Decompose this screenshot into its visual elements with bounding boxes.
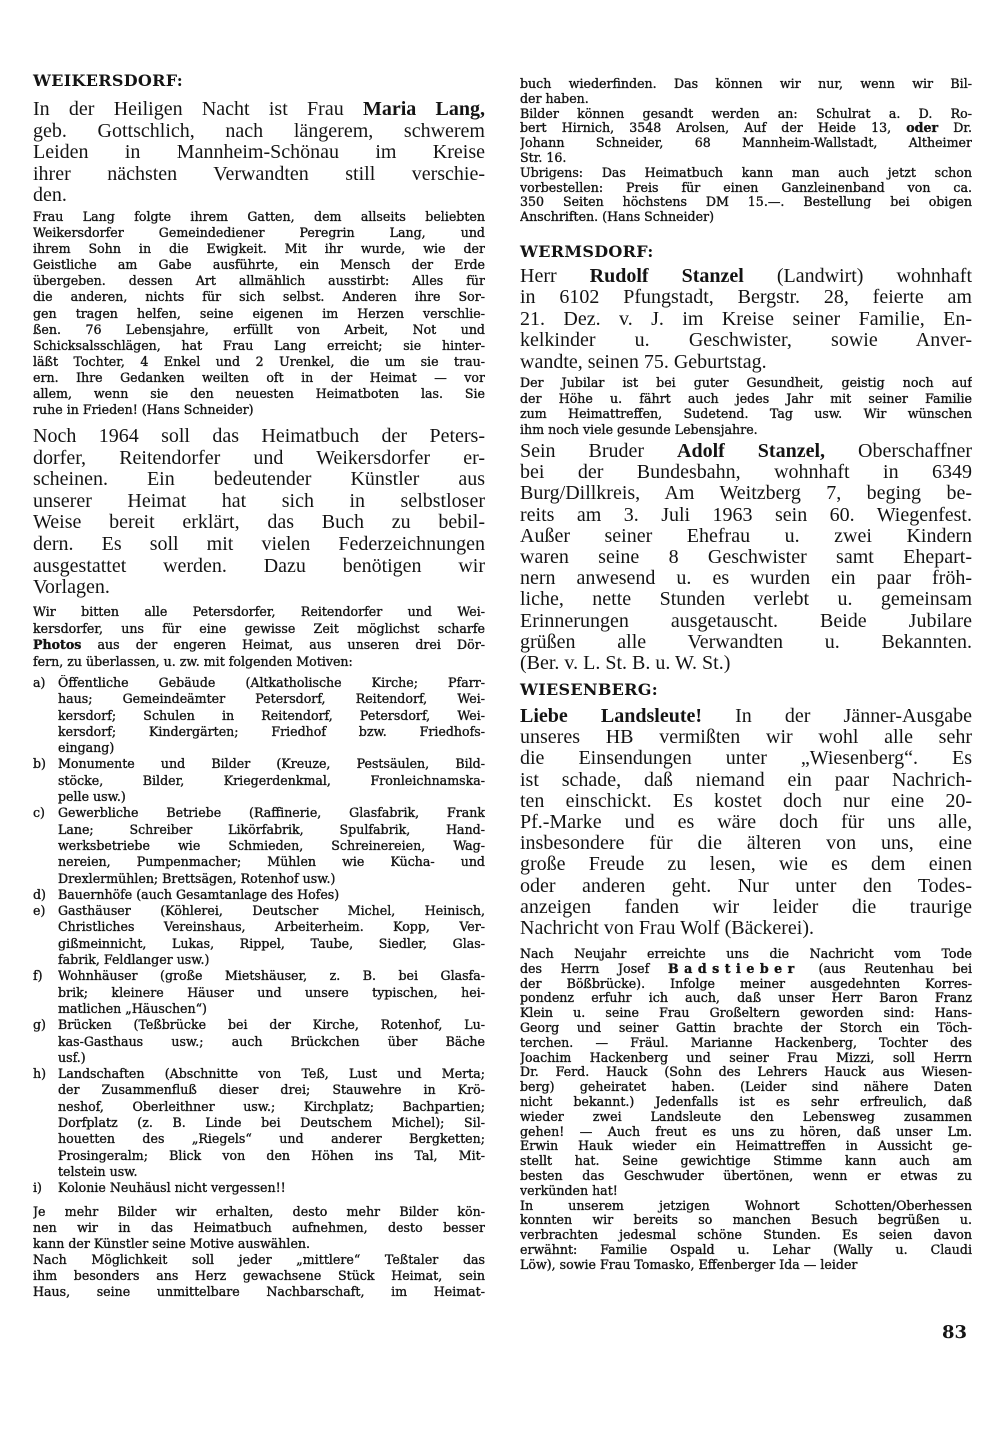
text-line: terchen. — Fräul. Marianne Hackenberg, Tochter des xyxy=(520,1035,972,1050)
text-span: bert Hirnich, 3548 Arolsen, Auf der Heide 13, xyxy=(520,121,907,136)
list-item-text xyxy=(58,805,485,886)
text-line: Str. 16. xyxy=(520,150,567,165)
text-line: reits am 3. Juli 1963 sein 60. Wiegenfest. xyxy=(520,504,972,526)
obituary-text xyxy=(33,209,485,418)
text-line: Johann Schneider, 68 Mannheim-Wallstadt, Altheimer xyxy=(520,136,972,151)
text-line: nern anwesend u. es wurden ein paar fröh- xyxy=(520,568,972,590)
text-line: ausgestattet werden. Dazu benötigen wir xyxy=(33,555,485,577)
text-line: stöcke, Bilder, Kriegerdenkmal, Fronleichnamska- xyxy=(58,772,485,788)
text-line: übergeben. dessen Art allmählich ausstirbt: Alles für xyxy=(33,273,485,289)
text-span: In der Jänner-Ausgabe xyxy=(702,706,972,727)
section-heading-wermsdorf: WERMSDORF: xyxy=(520,242,654,261)
text-line: Bauernhöfe (auch Gesamtanlage des Hofes) xyxy=(58,886,340,902)
list-item xyxy=(33,1066,485,1180)
text-line: Nach Möglichkeit soll jeder „mittlere“ Teßtaler das xyxy=(33,1252,485,1267)
text-span: des Herrn Josef xyxy=(520,961,669,976)
text-line: Wir bitten alle Petersdorfer, Reitendorfer und Wei- xyxy=(33,604,485,619)
text-line: telstein usw. xyxy=(58,1163,138,1179)
text-line xyxy=(520,706,972,727)
text-line: bei der Bundesbahn, wohnhaft in 6349 xyxy=(520,462,972,484)
birthday-text xyxy=(520,375,972,437)
list-item xyxy=(33,675,485,756)
text-line: ßen. 76 Lebensjahre, erfüllt von Arbeit, Not und xyxy=(33,321,485,337)
text-line: werksbetriebe wie Schmieden, Schreinereien, Wag- xyxy=(58,837,485,853)
list-item-label: a) xyxy=(33,675,46,690)
text-line: ihm besonders ans Herz gewachsene Stück Heimat, sein xyxy=(33,1267,485,1283)
list-item-label: h) xyxy=(33,1066,47,1082)
text-span: (aus Reutenhau bei xyxy=(799,961,972,976)
list-item-label: b) xyxy=(33,756,46,772)
text-line: Anschriften. (Hans Schneider) xyxy=(520,210,714,225)
text-line: fern, zu überlassen, u. zw. mit folgenden Motiven: xyxy=(33,653,353,669)
text-line: Nachricht von Frau Wolf (Bäckerei). xyxy=(520,918,815,940)
text-line: läßt Tochter, 4 Enkel und 2 Urenkel, die um sie trau- xyxy=(33,353,485,369)
text-line: gehen! — Auch freut es uns zu hören, daß unser Lm. xyxy=(520,1124,972,1139)
text-line: die anderen, nichts für sich selbst. Anderen ihre Sor- xyxy=(33,289,485,305)
list-item xyxy=(33,756,485,805)
text-line xyxy=(520,266,972,287)
list-item-label: c) xyxy=(33,805,45,821)
text-line: Wohnhäuser (große Mietshäuser, z. B. bei Glasfa- xyxy=(58,968,485,984)
emphasized-text: Rudolf Stanzel xyxy=(589,266,744,287)
obituary-lead xyxy=(33,99,485,207)
text-line: Nach Neujahr erreichte uns die Nachricht vom Tode xyxy=(520,947,972,961)
list-item-label: i) xyxy=(33,1180,42,1196)
text-line: Lane; Schreiber Likörfabrik, Spulfabrik, Hand- xyxy=(58,821,485,837)
text-line: 350 Seiten höchstens DM 15.—. Bestellung bei obigen xyxy=(520,195,972,210)
text-line: ten einschickt. Es kostet doch nur eine 20- xyxy=(520,790,972,812)
text-line: wieder zwei Landsleute den Lebensweg zusammen xyxy=(520,1109,972,1124)
list-item-text xyxy=(58,968,485,1017)
emphasized-text: Adolf Stanzel, xyxy=(677,441,826,462)
motif-list xyxy=(33,675,485,1197)
text-line: den. xyxy=(33,185,67,207)
text-line: nereien, Pumpenmacher; Mühlen wie Kücha- und xyxy=(58,854,485,870)
more-pictures-text xyxy=(33,1204,485,1251)
text-line: Klein u. seine Frau Großeltern geworden sind: Hans- xyxy=(520,1006,972,1021)
text-line: grüßen alle Verwandten u. Bekannten. xyxy=(520,631,972,653)
text-line: nicht bekannt.) Jedenfalls ist es sehr erfreulich, daß xyxy=(520,1094,972,1109)
text-line: ihrer nächsten Verwandten still verschie- xyxy=(33,163,485,185)
section-heading-wiesenberg: WIESENBERG: xyxy=(520,680,658,699)
text-line: unserer Heimat hat sich in selbstloser xyxy=(33,490,485,512)
text-line: anzeigen fanden wir leider die traurige xyxy=(520,896,972,918)
text-line: Frau Lang folgte ihrem Gatten, dem allseits beliebten xyxy=(33,209,485,224)
text-line: Noch 1964 soll das Heimatbuch der Peters- xyxy=(33,426,485,447)
text-line: fabrik, Feldlanger usw.) xyxy=(58,952,210,968)
text-line: Bilder können gesandt werden an: Schulrat a. D. Ro- xyxy=(520,106,972,121)
text-line: vorbestellen: Preis für einen Ganzleinenband von ca. xyxy=(520,180,972,195)
heimat-text xyxy=(33,1252,485,1299)
photo-request xyxy=(33,604,485,670)
text-line: die Einsendungen unter „Wiesenberg“. Es xyxy=(520,748,972,770)
text-line: allem, wenn sie den neuesten Heimatboten las. Sie xyxy=(33,386,485,402)
list-item-text xyxy=(58,675,485,756)
text-line: buch wiederfinden. Das können wir nur, wenn wir Bil- xyxy=(520,77,972,91)
text-line: Vorlagen. xyxy=(33,577,110,599)
text-span: (Landwirt) wohnhaft xyxy=(743,266,972,287)
emphasized-text: Maria Lang, xyxy=(362,99,485,120)
list-item-label: e) xyxy=(33,903,46,919)
text-span: Dr. xyxy=(938,121,972,136)
text-line xyxy=(33,99,485,121)
text-line: geb. Gottschlich, nach längerem, schwerem xyxy=(33,120,485,142)
text-line: dern. Es soll mit vielen Federzeichnungen xyxy=(33,533,485,555)
text-line xyxy=(33,637,485,654)
list-item xyxy=(33,887,485,903)
text-line: insbesondere für die älteren von uns, eine xyxy=(520,833,972,855)
text-line: Öffentliche Gebäude (Altkatholische Kirche; Pfarr- xyxy=(58,675,485,690)
text-line: kersdorfer, uns für eine gewisse Zeit möglichst scharfe xyxy=(33,620,485,636)
text-line: berg) geheiratet haben. (Leider sind nähere Daten xyxy=(520,1080,972,1095)
page-number: 83 xyxy=(942,1322,968,1343)
text-line: Joachim Hackenberg und seiner Frau Mizzi, soll Herrn xyxy=(520,1050,972,1065)
list-item-label: g) xyxy=(33,1017,46,1033)
wiesenberg-lead xyxy=(520,706,972,939)
text-line: erwähnt: Familie Ospald u. Lehar (Wally u. Claudi xyxy=(520,1242,972,1257)
text-line: verbrachten jedesmal schöne Stunden. Es seien davon xyxy=(520,1228,972,1243)
text-line: Der Jubilar ist bei guter Gesundheit, geistig noch auf xyxy=(520,375,972,390)
wiesenberg-news xyxy=(520,947,972,1273)
list-item xyxy=(33,1180,485,1196)
text-line: Georg und seiner Gattin brachte der Storch ein Töch- xyxy=(520,1020,972,1035)
list-item-text xyxy=(58,1066,485,1180)
birthday-lead xyxy=(520,266,972,373)
text-line: Dorfplatz (z. B. Linde bei Deutschem Michel); Sil- xyxy=(58,1115,485,1131)
text-line: Prosingeralm; Blick von den Höhen ins Tal, Mit- xyxy=(58,1147,485,1163)
text-line: wandte, seinen 75. Geburtstag. xyxy=(520,351,767,373)
text-line: Je mehr Bilder wir erhalten, desto mehr Bilder kön- xyxy=(33,1204,485,1219)
text-line: konnten wir bereits so manchen Besuch begrüßen u. xyxy=(520,1213,972,1228)
text-line: eingang) xyxy=(58,740,115,756)
text-line: pondenz erfuhr ich auch, daß unser Herr Baron Franz xyxy=(520,991,972,1006)
text-span: Herr xyxy=(520,266,590,287)
text-line: liche, nette Stunden verlebt u. gemeinsam xyxy=(520,589,972,611)
text-line: der Bößbrücke). Infolge meiner ausgedehnten Korres- xyxy=(520,976,972,991)
text-line: nen wir in das Heimatbuch aufnehmen, desto besser xyxy=(33,1219,485,1235)
text-line: (Ber. v. L. St. B. u. W. St.) xyxy=(520,653,731,675)
text-line: kas-Gasthaus usw.; auch Brückchen über Bäche xyxy=(58,1033,485,1049)
list-item-text xyxy=(58,1180,485,1196)
list-item xyxy=(33,1017,485,1066)
text-line: matlichen „Häuschen“) xyxy=(58,1000,207,1016)
text-line: haus; Gemeindeämter Petersdorf, Reitendorf, Wei- xyxy=(58,691,485,707)
text-line: Haus, seine unmittelbare Nachbarschaft, im Heimat- xyxy=(33,1283,485,1299)
text-line: kersdorf; Kindergärten; Friedhof bzw. Friedhofs- xyxy=(58,723,485,739)
section-heading-weikersdorf: WEIKERSDORF: xyxy=(33,71,184,90)
text-span: Oberschaffner xyxy=(825,441,972,462)
text-line: pelle usw.) xyxy=(58,789,126,805)
text-line: Schicksalsschlägen, hat Frau Lang erreicht; sie hinter- xyxy=(33,337,485,353)
text-line xyxy=(520,962,972,977)
text-line: zum Heimattreffen, Sudetend. Tag usw. Wir wünschen xyxy=(520,406,972,421)
text-span: Sein Bruder xyxy=(520,441,678,462)
text-line: neshof, Oberleithner usw.; Kirchplatz; Bachpartien; xyxy=(58,1098,485,1114)
text-line: Leiden in Mannheim-Schönau im Kreise xyxy=(33,142,485,164)
brother-text xyxy=(520,441,972,674)
text-line: Geistliche am Gabe ausführte, ein Mensch der Erde xyxy=(33,257,485,273)
text-span: In der Heiligen Nacht ist Frau xyxy=(33,99,363,120)
text-line: Landschaften (Abschnitte von Teß, Lust und Merta; xyxy=(58,1066,485,1082)
continuation-text xyxy=(520,77,972,225)
text-line: 21. Dez. v. J. im Kreise seiner Familie, En- xyxy=(520,308,972,330)
list-item-label: f) xyxy=(33,968,43,984)
emphasized-text: oder xyxy=(906,121,939,136)
text-line: Erwin Hauk wieder ein Heimattreffen in Aussicht ge- xyxy=(520,1139,972,1154)
text-line: Gasthäuser (Köhlerei, Deutscher Michel, Heinisch, xyxy=(58,903,485,919)
text-line: In unserem jetzigen Wohnort Schotten/Oberhessen xyxy=(520,1198,972,1213)
list-item xyxy=(33,903,485,968)
text-line: kelkinder u. Geschwister, sowie Anver- xyxy=(520,330,972,352)
text-line: gißmeinnicht, Lukas, Rippel, Taube, Siedler, Glas- xyxy=(58,935,485,951)
list-item-text xyxy=(58,756,485,805)
emphasized-text: Liebe Landsleute! xyxy=(520,706,703,727)
text-line: ruhe in Frieden! (Hans Schneider) xyxy=(33,402,254,418)
text-line: Übrigens: Das Heimatbuch kann man auch jetzt schon xyxy=(520,165,972,180)
text-line: ern. Ihre Gedanken weilten oft in der Heimat — vor xyxy=(33,369,485,385)
text-span: aus der engeren Heimat, aus unseren drei Dör- xyxy=(81,637,485,652)
text-line: Weise bereit erklärt, das Buch zu bebil- xyxy=(33,512,485,534)
text-line: große Freude zu lesen, wie es dem einen xyxy=(520,854,972,876)
text-line: verkünden hat! xyxy=(520,1183,618,1198)
text-line xyxy=(520,121,972,136)
text-line: unseres HB vermißten wir wohl alle sehr xyxy=(520,727,972,749)
text-line: Christliches Vereinshaus, Arbeiterheim. Kopp, Ver- xyxy=(58,919,485,935)
text-line: ihm noch viele gesunde Lebensjahre. xyxy=(520,421,758,437)
list-item-text xyxy=(58,903,485,968)
text-line: besten das Geschwuder übertönen, wenn er etwas zu xyxy=(520,1168,972,1183)
text-line: Erinnerungen ausgetauscht. Beide Jubilare xyxy=(520,610,972,632)
text-line: Burg/Dillkreis, Am Weitzberg 7, beging be- xyxy=(520,483,972,505)
heimatbuch-announcement xyxy=(33,426,485,599)
emphasized-text: Photos xyxy=(33,637,82,652)
text-line: der haben. xyxy=(520,91,589,106)
text-line: gen tragen helfen, seine eigenen im Herzen verschlie- xyxy=(33,305,485,321)
text-line: der Höhe u. fährt auch jedes Jahr mit seiner Familie xyxy=(520,390,972,406)
list-item-text xyxy=(58,1017,485,1066)
text-line: Monumente und Bilder (Kreuze, Pestsäulen, Bild- xyxy=(58,756,485,772)
text-line: waren seine 8 Geschwister samt Ehepart- xyxy=(520,547,972,569)
text-line: kann der Künstler seine Motive auswählen. xyxy=(33,1235,311,1251)
text-line: Drexlermühlen; Brettsägen, Rotenhof usw.) xyxy=(58,870,336,886)
text-line: Brücken (Teßbrücke bei der Kirche, Rotenhof, Lu- xyxy=(58,1017,485,1033)
text-line: Kolonie Neuhäusl nicht vergessen!! xyxy=(58,1180,286,1196)
text-line: in 6102 Pfungstadt, Bergstr. 28, feierte am xyxy=(520,287,972,309)
text-line: houetten des „Riegels“ und anderer Bergketten; xyxy=(58,1131,485,1147)
text-line: Löw), sowie Frau Tomasko, Effenberger Ida — leider xyxy=(520,1257,858,1272)
text-line xyxy=(520,441,972,462)
text-line: dorfer, Reitendorfer und Weikersdorfer er- xyxy=(33,447,485,469)
text-line: Weikersdorfer Gemeindediener Peregrin Lang, und xyxy=(33,225,485,241)
list-item-text xyxy=(58,887,485,903)
text-line: kersdorf; Schulen in Reitendorf, Petersdorf, Wei- xyxy=(58,707,485,723)
text-line: oder anderen geht. Nur unter den Todes- xyxy=(520,875,972,897)
text-line: Außer seiner Ehefrau u. zwei Kindern xyxy=(520,525,972,547)
text-line: usf.) xyxy=(58,1049,86,1065)
emphasized-text: Badstieber xyxy=(668,961,800,976)
list-item xyxy=(33,968,485,1017)
list-item-label: d) xyxy=(33,886,46,902)
text-line: Gewerbliche Betriebe (Raffinerie, Glasfabrik, Frank xyxy=(58,805,485,821)
text-line: der Zusammenfluß dieser drei; Stauwehre in Krö- xyxy=(58,1082,485,1098)
text-line: Pf.-Marke und es wäre doch für uns alle, xyxy=(520,812,972,834)
list-item xyxy=(33,805,485,886)
text-line: scheinen. Ein bedeutender Künstler aus xyxy=(33,469,485,491)
text-line: brik; kleinere Häuser und unsere typischen, hei- xyxy=(58,984,485,1000)
text-line: ihrem Sohn in die Ewigkeit. Mit ihr wurde, wie der xyxy=(33,241,485,257)
text-line: stellt hat. Seine gewichtige Stimme kann auch am xyxy=(520,1154,972,1169)
text-line: Dr. Ferd. Hauck (Sohn des Lehrers Hauck aus Wiesen- xyxy=(520,1065,972,1080)
text-line: ist schade, daß niemand ein paar Nachrich- xyxy=(520,769,972,791)
